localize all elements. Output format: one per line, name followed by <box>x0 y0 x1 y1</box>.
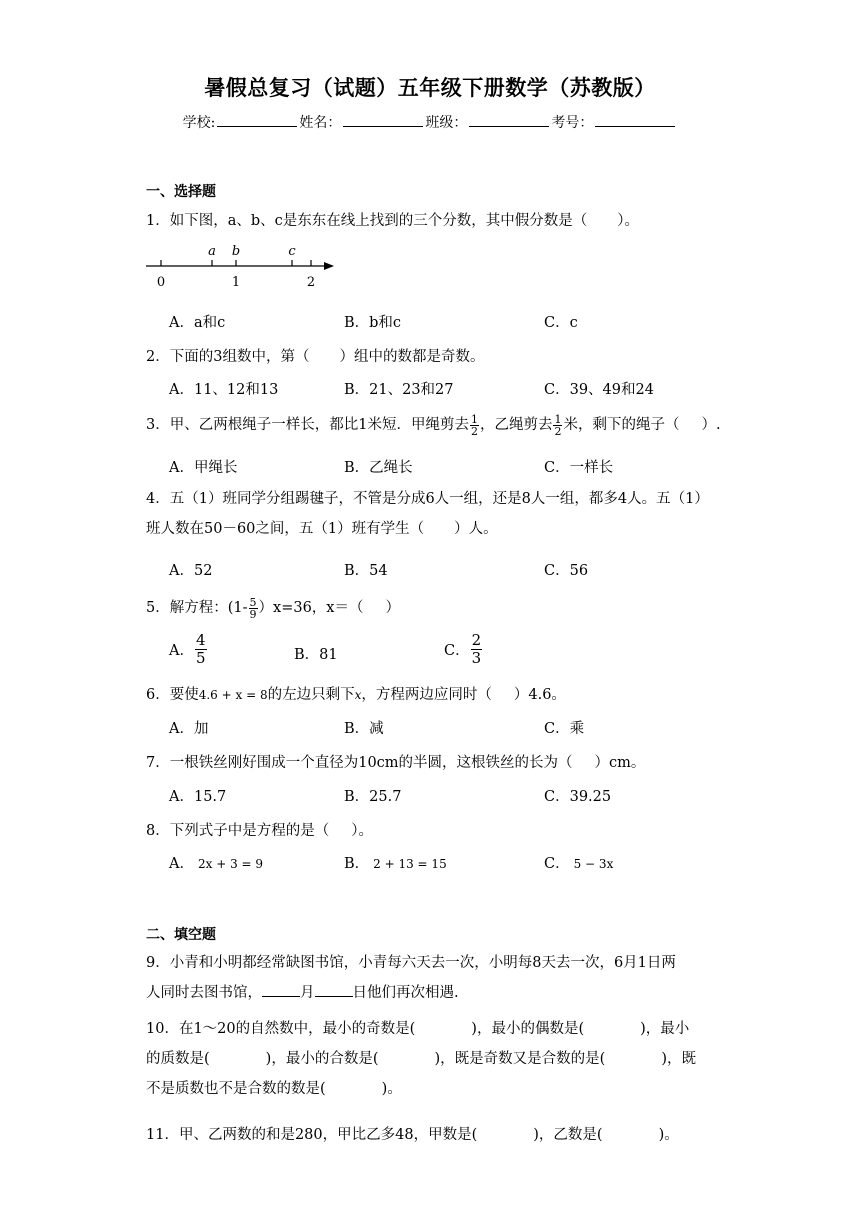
label-0: 0 <box>156 275 166 290</box>
exam-no-label: 考号： <box>551 115 594 131</box>
school-label: 学校: <box>182 115 216 131</box>
question-10-line-3: 不是质数也不是合数的数是( <box>146 1081 326 1097</box>
exam-no-blank[interactable] <box>595 112 675 127</box>
question-3-text-mid2: 米，剩下的绳子（ <box>563 417 680 433</box>
question-8-text-end: ）。 <box>351 823 373 839</box>
question-1-text-end: ）。 <box>617 213 640 229</box>
question-4-line-2: 班人数在50－60之间，五（1）班有学生（ <box>146 521 425 537</box>
question-10 <box>146 1014 726 1104</box>
question-2-text-end: ）组中的数都是奇数。 <box>339 349 485 365</box>
name-blank[interactable] <box>343 112 423 127</box>
question-11 <box>146 1123 726 1144</box>
question-9-line-2-end: 日他们再次相遇. <box>352 985 459 1001</box>
school-blank[interactable] <box>217 112 297 127</box>
section-heading-fill: 二、填空题 <box>146 927 216 943</box>
question-11-text-mid: )，乙数是( <box>533 1127 603 1143</box>
option-a[interactable]: A．11、12和13 <box>169 382 279 398</box>
question-4-line-1: 4．五（1）班同学分组踢毽子，不管是分成6人一组，还是8人一组，都多4人。五（1） <box>146 491 709 507</box>
option-a[interactable]: A． $\frac{4}{5}$ <box>169 631 206 667</box>
option-b[interactable]: B．b和c <box>344 315 402 331</box>
label-c: c <box>288 244 296 259</box>
number-line-arrow <box>324 262 334 270</box>
student-info-line <box>0 112 860 132</box>
month-blank[interactable] <box>262 982 300 997</box>
variable-x: x <box>354 688 362 702</box>
question-10-line-1-mid: )，最小的偶数是( <box>471 1021 585 1037</box>
option-c[interactable]: C．39.25 <box>544 789 612 805</box>
question-3-text-mid: ，乙绳剪去 <box>479 417 553 433</box>
option-c[interactable]: C． 5 − 3x <box>544 856 614 872</box>
option-c[interactable]: C．乘 <box>544 721 585 737</box>
question-10-line-1: 10．在1～20的自然数中，最小的奇数是( <box>146 1021 416 1037</box>
option-a[interactable]: A． 2x + 3 = 9 <box>169 856 264 872</box>
question-10-line-2: 的质数是( <box>146 1051 210 1067</box>
question-7 <box>146 751 726 772</box>
option-b[interactable]: B．减 <box>344 721 384 737</box>
label-b: b <box>231 244 241 259</box>
question-3-text-end: ）. <box>701 417 721 433</box>
label-1: 1 <box>231 275 241 290</box>
option-b[interactable]: B．81 <box>294 647 338 663</box>
question-7-text-end: ）cm。 <box>594 755 646 771</box>
question-7-text: 7．一根铁丝刚好围成一个直径为10cm的半圆，这根铁丝的长为（ <box>146 755 573 771</box>
question-8 <box>146 819 726 840</box>
class-blank[interactable] <box>469 112 549 127</box>
question-4-line-2-end: ）人。 <box>454 521 498 537</box>
option-b[interactable]: B．21、23和27 <box>344 382 454 398</box>
option-c[interactable]: C．c <box>544 315 578 331</box>
question-4 <box>146 484 726 544</box>
question-3-text: 3．甲、乙两根绳子一样长，都比1米短．甲绳剪去 <box>146 417 469 433</box>
question-10-line-2-mid: )，最小的合数是( <box>265 1051 379 1067</box>
label-a: a <box>208 244 216 259</box>
option-a[interactable]: A．甲绳长 <box>169 460 238 476</box>
question-10-line-2-mid2: )，既是奇数又是合数的是( <box>434 1051 606 1067</box>
question-6-text: 6．要使 <box>146 687 199 703</box>
fraction: $\frac{2}{3}$ <box>471 631 482 667</box>
fraction: $\frac{4}{5}$ <box>195 631 206 667</box>
question-1-text: 1．如下图，a、b、c是东东在线上找到的三个分数，其中假分数是（ <box>146 213 588 229</box>
name-label: 姓名： <box>299 115 342 131</box>
equation: 4.6 + x = 8 <box>198 688 268 702</box>
question-10-line-3-end: )。 <box>381 1081 402 1097</box>
question-5-text-mid: ）x=36，x＝（ <box>258 600 364 616</box>
question-10-line-1-end: )，最小 <box>640 1021 690 1037</box>
option-c[interactable]: C．39、49和24 <box>544 382 654 398</box>
question-5-text: 5．解方程：(1- <box>146 600 248 616</box>
question-6 <box>146 683 726 704</box>
question-11-text-end: )。 <box>658 1127 679 1143</box>
option-a[interactable]: A．加 <box>169 721 209 737</box>
question-5 <box>146 596 726 620</box>
question-9-line-1: 9．小青和小明都经常缺图书馆，小青每六天去一次，小明每8天去一次，6月1日两 <box>146 955 676 971</box>
fraction: $\frac{1}{2}$ <box>554 412 562 438</box>
option-c[interactable]: C．一样长 <box>544 460 614 476</box>
class-label: 班级： <box>425 115 468 131</box>
option-b[interactable]: B．54 <box>344 563 388 579</box>
option-b[interactable]: B．乙绳长 <box>344 460 413 476</box>
day-blank[interactable] <box>315 982 353 997</box>
option-c[interactable]: C．56 <box>544 563 589 579</box>
question-6-text-mid: 的左边只剩下 <box>267 687 355 703</box>
question-2 <box>146 345 726 366</box>
question-6-text-end: ）4.6。 <box>513 687 566 703</box>
fraction: $\frac{5}{9}$ <box>249 595 257 621</box>
page-title: 暑假总复习（试题）五年级下册数学（苏教版） <box>204 76 656 100</box>
option-b[interactable]: B． 2 + 13 = 15 <box>344 856 447 872</box>
question-5-text-end: ） <box>385 600 400 616</box>
question-11-text: 11．甲、乙两数的和是280，甲比乙多48，甲数是( <box>146 1127 478 1143</box>
option-a[interactable]: A．52 <box>169 563 213 579</box>
option-b[interactable]: B．25.7 <box>344 789 402 805</box>
fraction: $\frac{1}{2}$ <box>470 412 478 438</box>
option-a[interactable]: A．15.7 <box>169 789 227 805</box>
question-6-text-mid2: ，方程两边应同时（ <box>361 687 492 703</box>
question-8-text: 8．下列式子中是方程的是（ <box>146 823 330 839</box>
question-3 <box>146 413 726 437</box>
question-9 <box>146 948 726 1008</box>
label-2: 2 <box>306 275 316 290</box>
question-5-options <box>169 632 729 672</box>
section-heading-choice: 一、选择题 <box>146 184 216 200</box>
question-9-line-2: 人同时去图书馆， <box>146 985 262 1001</box>
number-line-figure <box>144 238 340 292</box>
question-1 <box>146 209 726 230</box>
option-c[interactable]: C． $\frac{2}{3}$ <box>444 631 482 667</box>
month-label: 月 <box>300 985 315 1001</box>
question-10-line-2-end: )，既 <box>661 1051 696 1067</box>
question-2-text: 2．下面的3组数中，第（ <box>146 349 310 365</box>
option-a[interactable]: A．a和c <box>169 315 226 331</box>
